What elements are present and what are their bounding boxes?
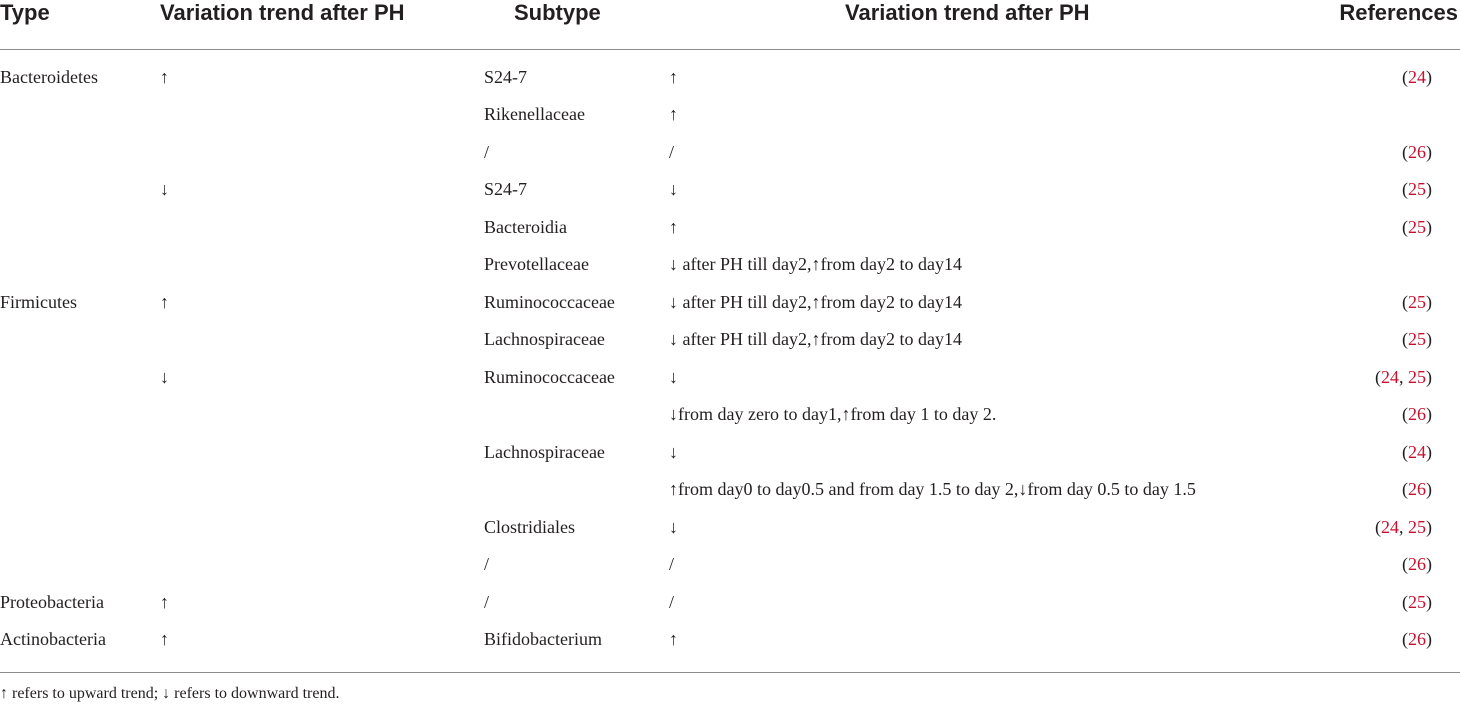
header-subtype: Subtype: [514, 0, 601, 25]
reference-link[interactable]: 25: [1408, 329, 1426, 349]
table-row: [0, 216, 1460, 253]
cell-variation: ↓: [669, 179, 678, 199]
cell-subtype: Lachnospiraceae: [484, 442, 605, 462]
cell-references: (25): [1402, 179, 1432, 199]
table-row: [0, 553, 1460, 590]
table-row: [0, 366, 1460, 403]
table-row: [0, 103, 1460, 140]
cell-references: (24): [1402, 442, 1432, 462]
reference-link[interactable]: 24: [1408, 67, 1426, 87]
table-row: [0, 66, 1460, 103]
reference-link[interactable]: 25: [1408, 367, 1426, 387]
cell-type: Bacteroidetes: [0, 67, 98, 87]
reference-link[interactable]: 26: [1408, 479, 1426, 499]
cell-references: (26): [1402, 629, 1432, 649]
cell-type: Proteobacteria: [0, 592, 104, 612]
cell-type: Firmicutes: [0, 292, 77, 312]
table-row: [0, 441, 1460, 478]
cell-references: (24, 25): [1375, 367, 1432, 387]
table-row: [0, 478, 1460, 515]
cell-references: (26): [1402, 554, 1432, 574]
table-row: [0, 253, 1460, 290]
reference-link[interactable]: 25: [1408, 179, 1426, 199]
cell-variation: ↑: [669, 217, 678, 237]
header-rule: [0, 49, 1460, 50]
cell-references: (24): [1402, 67, 1432, 87]
reference-link[interactable]: 25: [1408, 292, 1426, 312]
reference-link[interactable]: 24: [1408, 442, 1426, 462]
cell-trend: ↓: [160, 179, 169, 199]
cell-trend: ↓: [160, 367, 169, 387]
cell-subtype: /: [484, 592, 490, 612]
header-type: Type: [0, 0, 50, 25]
cell-subtype: Lachnospiraceae: [484, 329, 605, 349]
cell-subtype: /: [484, 554, 490, 574]
cell-variation: ↑from day0 to day0.5 and from day 1.5 to day 2,↓from day 0.5 to day 1.5: [669, 479, 1196, 499]
reference-link[interactable]: 26: [1408, 142, 1426, 162]
cell-subtype: Prevotellaceae: [484, 254, 589, 274]
cell-variation: ↓from day zero to day1,↑from day 1 to day 2.: [669, 404, 997, 424]
cell-subtype: Ruminococcaceae: [484, 367, 615, 387]
table-row: [0, 328, 1460, 365]
cell-variation: /: [669, 554, 675, 574]
cell-variation: ↓ after PH till day2,↑from day2 to day14: [669, 329, 962, 349]
cell-subtype: S24-7: [484, 179, 528, 199]
cell-variation: ↑: [669, 67, 678, 87]
footer-rule: [0, 672, 1460, 673]
cell-subtype: Bacteroidia: [484, 217, 567, 237]
table-row: [0, 141, 1460, 178]
table-row: [0, 516, 1460, 553]
table-row: [0, 291, 1460, 328]
cell-variation: /: [669, 142, 675, 162]
cell-variation: ↑: [669, 104, 678, 124]
header-variation-trend: Variation trend after PH: [160, 0, 405, 25]
cell-references: (25): [1402, 329, 1432, 349]
table-row: [0, 591, 1460, 628]
reference-link[interactable]: 25: [1408, 517, 1426, 537]
cell-subtype: Rikenellaceae: [484, 104, 585, 124]
reference-link[interactable]: 26: [1408, 404, 1426, 424]
reference-link[interactable]: 25: [1408, 217, 1426, 237]
cell-trend: ↑: [160, 592, 169, 612]
cell-references: (25): [1402, 292, 1432, 312]
table-row: [0, 628, 1460, 665]
cell-trend: ↑: [160, 629, 169, 649]
cell-variation: ↓ after PH till day2,↑from day2 to day14: [669, 254, 962, 274]
cell-variation: ↑: [669, 629, 678, 649]
reference-link[interactable]: 26: [1408, 629, 1426, 649]
cell-references: (26): [1402, 142, 1432, 162]
table-footnote: ↑ refers to upward trend; ↓ refers to downward trend.: [0, 685, 340, 702]
cell-references: (26): [1402, 404, 1432, 424]
cell-references: (24, 25): [1375, 517, 1432, 537]
cell-subtype: S24-7: [484, 67, 528, 87]
cell-subtype: Bifidobacterium: [484, 629, 602, 649]
reference-link[interactable]: 26: [1408, 554, 1426, 574]
table-row: [0, 178, 1460, 215]
cell-variation: ↓: [669, 367, 678, 387]
table-row: [0, 403, 1460, 440]
cell-subtype: /: [484, 142, 490, 162]
cell-trend: ↑: [160, 67, 169, 87]
cell-variation: ↓: [669, 442, 678, 462]
reference-link[interactable]: 24: [1381, 517, 1399, 537]
cell-subtype: Clostridiales: [484, 517, 575, 537]
header-subtype-variation-trend: Variation trend after PH: [845, 0, 1090, 25]
header-references: References: [1339, 0, 1458, 25]
reference-link[interactable]: 24: [1381, 367, 1399, 387]
cell-references: (25): [1402, 217, 1432, 237]
cell-subtype: Ruminococcaceae: [484, 292, 615, 312]
cell-type: Actinobacteria: [0, 629, 106, 649]
cell-variation: ↓: [669, 517, 678, 537]
cell-references: (25): [1402, 592, 1432, 612]
cell-variation: /: [669, 592, 675, 612]
reference-link[interactable]: 25: [1408, 592, 1426, 612]
cell-trend: ↑: [160, 292, 169, 312]
cell-references: (26): [1402, 479, 1432, 499]
cell-variation: ↓ after PH till day2,↑from day2 to day14: [669, 292, 962, 312]
